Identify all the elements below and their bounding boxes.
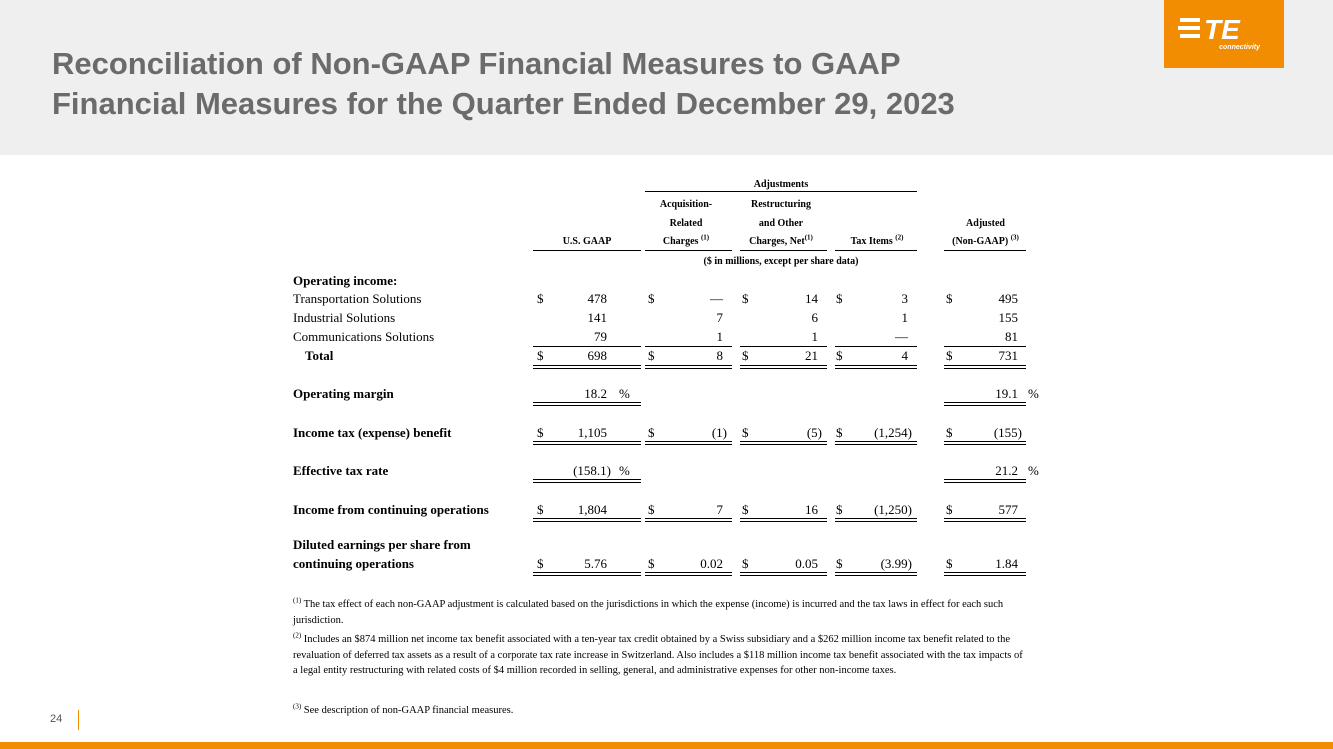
double-rule [835,572,917,576]
adj-header-line1: Adjusted [966,218,1005,229]
text: 495 [998,291,1018,306]
double-rule [533,479,641,483]
cont-ops-label: Income from continuing operations [293,502,489,517]
text: 21.2 [995,463,1018,478]
text: $ [946,502,953,517]
rule [645,250,732,251]
double-rule [944,479,1026,483]
text: $ [946,291,953,306]
double-rule [740,518,827,522]
eps-label-line2: continuing operations [293,556,414,571]
footnote-2: $^{(2)}$ Includes an $874 million net income tax benefit associated with a ten-year tax credit obtained by a Swiss subsidiary and a $262 million income tax benefit related to the revaluation of deferred tax assets as a result of a corporate tax rate increase in Switzerland. Also includes a $118 million income tax benefit associated with the tax impacts of a legal entity restructuring with related costs of $4 million recorded in selling, general, and administrative expenses for other non-income taxes. [293,631,1023,676]
page-number: 24 [50,713,63,725]
text: 1 [901,310,908,325]
text: 478 [587,291,607,306]
rule [645,346,732,347]
logo-subtitle: connectivity [1219,44,1260,51]
eps-label-line1: Diluted earnings per share from [293,537,471,552]
double-rule [944,518,1026,522]
double-rule [944,402,1026,406]
text: — [710,291,723,306]
units-note: ($ in millions, except per share data) [703,256,859,267]
text: $ [836,425,843,440]
text: $ [648,556,655,571]
text: $ [742,502,749,517]
double-rule [645,518,732,522]
text: 1,105 [577,425,607,440]
rule [835,346,917,347]
text: % [619,463,630,478]
text: 3 [901,291,908,306]
text: $ [836,502,843,517]
double-rule [740,572,827,576]
text: 6 [811,310,818,325]
text: 14 [805,291,818,306]
double-rule [740,365,827,369]
text: 731 [998,348,1018,363]
text: $ [946,556,953,571]
res-header-line2: and Other [758,218,804,229]
text: $ [742,291,749,306]
transport-label: Transportation Solutions [293,291,422,306]
double-rule [740,441,827,445]
text: $ [648,291,655,306]
margin-label: Operating margin [293,386,394,401]
text: 18.2 [584,386,607,401]
text: 7 [716,502,723,517]
comm-label: Communications Solutions [293,329,435,344]
res-header-line3: Charges, Net$^{(1)}$ [749,233,813,247]
acq-header-line1: Acquisition- [659,199,713,210]
text: (3.99) [880,556,912,571]
rule [944,250,1026,251]
res-header-line1: Restructuring [751,199,811,210]
text: $ [836,556,843,571]
text: (158.1) [573,463,611,478]
text: $ [742,348,749,363]
footnote-1: $^{(1)}$ The tax effect of each non-GAAP adjustment is calculated based on the jurisdictions in which the expense (income) is incurred and the tax laws in effect for each such jurisdiction. [293,596,1004,626]
double-rule [835,518,917,522]
usgaap-header: U.S. GAAP [562,236,612,247]
tax-benefit-label: Income tax (expense) benefit [293,425,452,440]
text: $ [648,348,655,363]
double-rule [533,572,641,576]
double-rule [645,365,732,369]
footnote-3: $^{(3)}$ See description of non-GAAP financial measures. [293,702,514,716]
text: 577 [998,502,1018,517]
acq-header-line2: Related [669,218,703,229]
double-rule [533,402,641,406]
text: % [1028,463,1039,478]
text: (5) [806,425,822,440]
text: (1,250) [874,502,912,517]
rule [533,346,641,347]
text: $ [836,291,843,306]
text: 1 [716,329,723,344]
acq-header-line3: Charges $^{(1)}$ [662,233,710,247]
text: 1 [811,329,818,344]
text: 5.76 [584,556,607,571]
page-title: Reconciliation of Non-GAAP Financial Measures to GAAP Financial Measures for the Quarter Ended December 29, 2023 [52,46,955,121]
adjustments-header: Adjustments [753,179,809,190]
rule [944,346,1026,347]
header-band [0,0,1333,155]
text: $ [946,425,953,440]
text: (1) [711,425,727,440]
text: $ [648,425,655,440]
text: % [619,386,630,401]
eff-rate-label: Effective tax rate [293,463,389,478]
rule [835,250,917,251]
text: $ [946,348,953,363]
text: 0.02 [700,556,723,571]
text: 141 [587,310,607,325]
text: 79 [594,329,607,344]
double-rule [533,518,641,522]
total-label: Total [305,348,334,363]
text: $ [537,348,544,363]
text: $ [537,291,544,306]
text: 1,804 [577,502,607,517]
industrial-label: Industrial Solutions [293,310,396,325]
text: $ [742,556,749,571]
text: 698 [587,348,607,363]
text: 81 [1005,329,1018,344]
double-rule [944,572,1026,576]
double-rule [835,365,917,369]
double-rule [944,441,1026,445]
text: $ [648,502,655,517]
text: $ [537,556,544,571]
text: 4 [901,348,908,363]
text: $ [537,502,544,517]
text: $ [836,348,843,363]
text: 0.05 [795,556,818,571]
text: 21 [805,348,818,363]
footer-bar [0,742,1333,749]
op-income-label: Operating income: [293,273,398,288]
double-rule [944,365,1026,369]
adjustments-rule [645,191,917,192]
rule [533,250,641,251]
te-logo-icon [1178,12,1268,46]
text: 155 [998,310,1018,325]
text: 19.1 [995,386,1018,401]
double-rule [835,441,917,445]
te-connectivity-logo [1164,0,1284,68]
double-rule [533,441,641,445]
page-number-divider [78,710,79,730]
text: $ [742,425,749,440]
text: (1,254) [874,425,912,440]
text: 8 [716,348,723,363]
text: $ [537,425,544,440]
adj-header-line2: (Non-GAAP) $^{(3)}$ [952,233,1019,247]
double-rule [533,365,641,369]
text: 7 [716,310,723,325]
text: — [895,329,908,344]
svg-text:TE: TE [1204,14,1240,45]
double-rule [645,441,732,445]
text: 1.84 [995,556,1018,571]
rule [740,346,827,347]
double-rule [645,572,732,576]
text: (155) [993,425,1022,440]
rule [740,250,827,251]
tax-header: Tax Items $^{(2)}$ [850,233,904,247]
text: % [1028,386,1039,401]
text: 16 [805,502,818,517]
